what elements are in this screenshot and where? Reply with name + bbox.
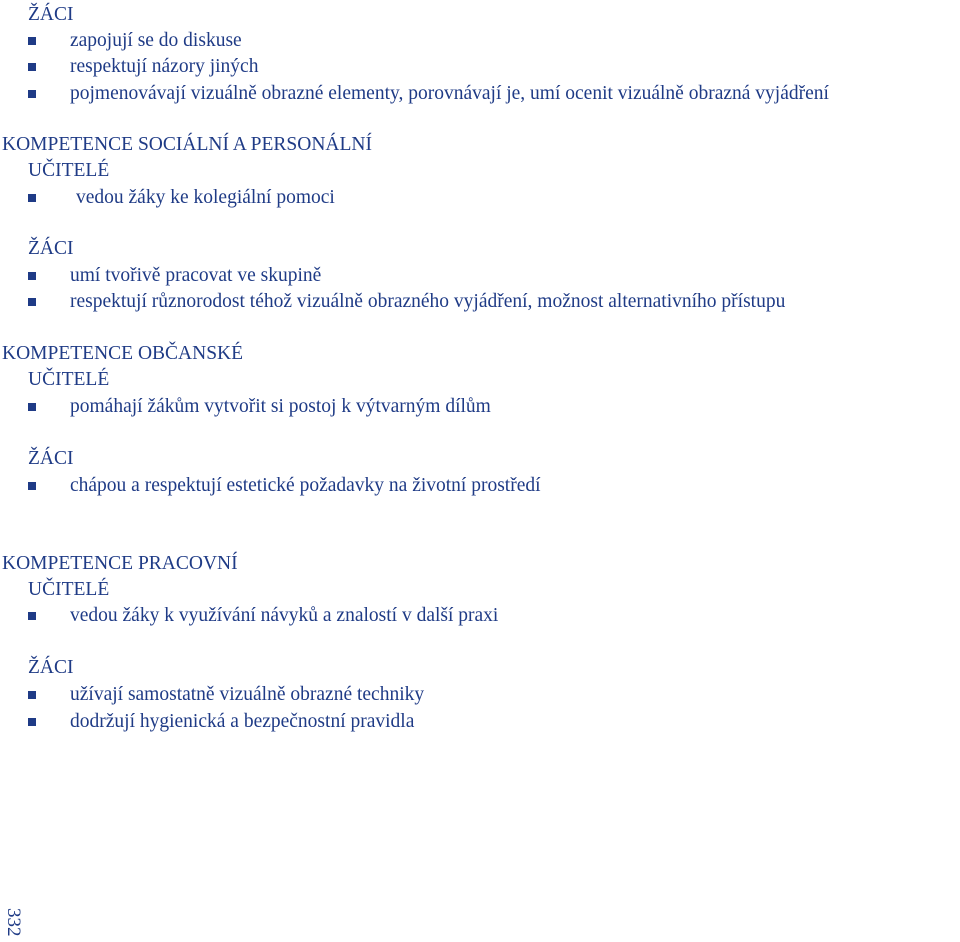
bullet-icon (28, 37, 36, 45)
teachers-heading: UČITELÉ (28, 160, 110, 181)
bullet-icon (28, 403, 36, 411)
bullet-icon (28, 194, 36, 202)
bullet-icon (28, 718, 36, 726)
students-heading: ŽÁCI (28, 238, 74, 259)
students-heading: ŽÁCI (28, 4, 74, 25)
bullet-icon (28, 298, 36, 306)
page-number: 332 (3, 908, 24, 937)
bullet-icon (28, 90, 36, 98)
document-page: ŽÁCI zapojují se do diskuse respektují názory jiných pojmenovávají vizuálně obrazné elementy, porovnávají je, umí ocenit vizuálně obrazná vyjádření KOMPETENCE SOCIÁLNÍ A PERSONÁLNÍ UČITELÉ vedou žáky ke kolegiální pomoci ŽÁCI umí tvořivě pracovat ve skupině respektují různorodost téhož vizuálně obrazného vyjádření, možnost alternativního přístupu KOMPETENCE OBČANSKÉ UČITELÉ pomáhají žákům vytvořit si postoj k výtvarným dílům ŽÁCI chápou a respektují estetické požadavky na životní prostředí KOMPETENCE PRACOVNÍ UČITELÉ vedou žáky k využívání návyků a znalostí v další praxi ŽÁCI užívají samostatně vizuálně obrazné techniky dodržují hygienická a bezpečnostní pravidla 332 (2, 4, 829, 937)
bullet-icon (28, 482, 36, 490)
students-heading: ŽÁCI (28, 448, 74, 469)
bullet-icon (28, 612, 36, 620)
teachers-heading: UČITELÉ (28, 369, 110, 390)
section-title-social: KOMPETENCE SOCIÁLNÍ A PERSONÁLNÍ (2, 134, 372, 155)
section-title-civic: KOMPETENCE OBČANSKÉ (2, 343, 244, 364)
students-heading: ŽÁCI (28, 657, 74, 678)
teachers-heading: UČITELÉ (28, 579, 110, 600)
bullet-icon (28, 63, 36, 71)
bullet-icon (28, 691, 36, 699)
section-title-work: KOMPETENCE PRACOVNÍ (2, 553, 238, 574)
bullet-icon (28, 272, 36, 280)
